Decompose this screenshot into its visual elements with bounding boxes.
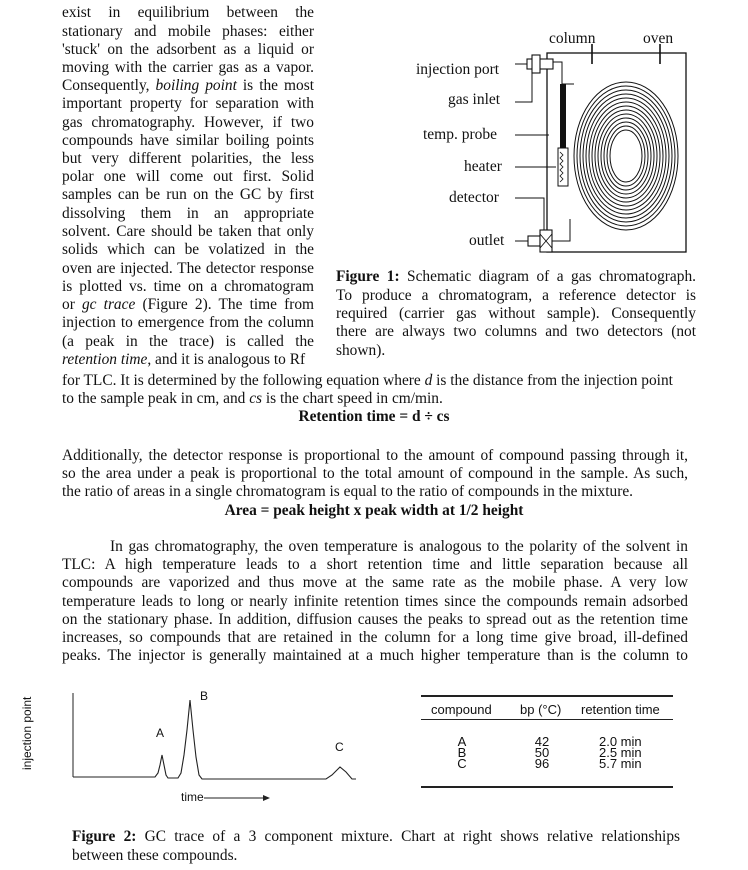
col-bp	[530, 736, 554, 769]
table-cell: 2.5 min	[599, 745, 642, 760]
left-col-line: dissolving them in an appropriate	[62, 205, 314, 222]
left-col-line: solids which can be volatized in the	[62, 241, 314, 258]
figure-1-caption-line-5: shown).	[336, 342, 386, 359]
oven-para-line-1: In gas chromatography, the oven temperature is analogous to the polarity of the solvent in	[110, 538, 688, 555]
figure-1-caption-line-4: there are always two columns and two detectors (not	[336, 323, 696, 340]
trace-line	[73, 700, 356, 779]
left-col-line: solvent. Care should be taken that only	[62, 223, 314, 240]
header-retention: retention time	[581, 702, 660, 717]
label-heater: heater	[464, 158, 502, 175]
left-col-line: compounds have similar boiling points	[62, 132, 314, 149]
left-col-line: or gc trace (Figure 2). The time from	[62, 296, 314, 313]
table-cell: C	[457, 756, 467, 771]
label-outlet: outlet	[469, 232, 505, 249]
figure-1-caption-line-3: required (carrier gas without sample). Consequently	[336, 305, 696, 322]
label-gas-inlet: gas inlet	[448, 91, 501, 108]
label-column: column	[549, 30, 596, 47]
label-temp-probe: temp. probe	[423, 126, 498, 143]
peak-label-b: B	[200, 689, 209, 703]
oven-para-line-3: compounds are vaporized and thus move at the same rate as the mobile phase. A very low	[62, 574, 688, 591]
header-compound: compound	[431, 702, 492, 717]
left-col-line: injection to emergence from the column	[62, 314, 314, 331]
figure-2-caption-line-1: Figure 2: GC trace of a 3 component mixture. Chart at right shows relative relationships	[72, 828, 681, 845]
table-bottom-rule	[421, 786, 673, 788]
left-col-line: moving with the carrier gas as a vapor.	[62, 59, 314, 76]
left-col-line: Consequently, boiling point is the most	[62, 77, 314, 94]
left-col-line: (a peak in the trace) is called the	[62, 333, 314, 350]
left-col-line: but very different polarities, the less	[62, 150, 314, 167]
peak-label-a: A	[156, 726, 165, 740]
table-cell: 42	[534, 734, 550, 749]
gc-schematic	[510, 44, 690, 260]
table-cell: 5.7 min	[599, 756, 642, 771]
left-col-line: stationary and mobile phases: either	[62, 23, 314, 40]
left-col-line: exist in equilibrium between the	[62, 4, 314, 21]
oven-para-line-2: TLC: A high temperature leads to a short retention time and little separation because all	[62, 556, 688, 573]
left-col-line: polar one will come out first. Solid	[62, 168, 314, 185]
figure-2-caption-line-2: between these compounds.	[72, 847, 238, 864]
peak-label-c: C	[335, 740, 344, 754]
full-line-2: to the sample peak in cm, and cs is the chart speed in cm/min.	[62, 390, 443, 407]
header-bp: bp (°C)	[520, 702, 562, 717]
time-label: time	[181, 790, 204, 804]
table-cell: 50	[534, 745, 550, 760]
label-injection-port: injection port	[416, 61, 500, 78]
oven-para-line-7: peaks. The injector is generally maintained at a much higher temperature than is the column to	[62, 647, 688, 664]
oven-para-line-5: on the stationary phase. In addition, diffusion causes the peaks to spread out as the retention time	[62, 611, 688, 628]
gas-inlet-line	[515, 70, 532, 102]
left-col-line: is plotted vs. time on a chromatogram	[62, 278, 314, 295]
figure-1-caption-line-2: To produce a chromatogram, a reference detector is	[336, 287, 696, 304]
outlet	[528, 236, 540, 246]
retention-equation: Retention time = d ÷ cs	[298, 408, 450, 425]
left-col-line: retention time, and it is analogous to Rf	[62, 351, 306, 368]
table-top-rule	[421, 695, 673, 697]
area-para-line-2: so the area under a peak is proportional to the total amount of compound in the sample. As such,	[62, 465, 688, 482]
left-col-line: oven are injected. The detector response	[62, 260, 314, 277]
full-line-1: for TLC. It is determined by the following equation where d is the distance from the injection point	[62, 372, 673, 389]
table-header-rule	[421, 719, 673, 720]
area-equation: Area = peak height x peak width at 1/2 height	[224, 502, 524, 519]
table-cell: A	[457, 734, 467, 749]
table-cell: 96	[534, 756, 550, 771]
oven-para-line-4: temperature leads to long or nearly infinite retention times since the compounds remain adsorbed	[62, 593, 688, 610]
figure-1-caption-line-1: Figure 1: Schematic diagram of a gas chromatograph.	[336, 268, 697, 285]
label-oven: oven	[643, 30, 674, 47]
left-col-line: gas chromatography. However, if two	[62, 114, 314, 131]
oven-para-line-6: increases, so compounds that are retained in the column for a long time give broad, ill-defined	[62, 629, 688, 646]
left-col-line: 'stuck' on the adsorbent as a liquid or	[62, 41, 314, 58]
area-para-line-1: Additionally, the detector response is proportional to the amount of compound passing through it,	[62, 447, 688, 464]
coiled-column	[574, 82, 678, 230]
table-cell: 2.0 min	[599, 734, 642, 749]
col-retention	[599, 736, 642, 769]
injection-point-label: injection point	[20, 696, 34, 770]
left-col-line: important property for separation with	[62, 95, 314, 112]
label-detector: detector	[449, 189, 499, 206]
table-cell: B	[457, 745, 467, 760]
col-compound	[452, 736, 472, 769]
left-col-line: samples can be run on the GC by first	[62, 186, 314, 203]
area-para-line-3: the ratio of areas in a single chromatogram is equal to the ratio of compounds in the mixture.	[62, 483, 634, 500]
